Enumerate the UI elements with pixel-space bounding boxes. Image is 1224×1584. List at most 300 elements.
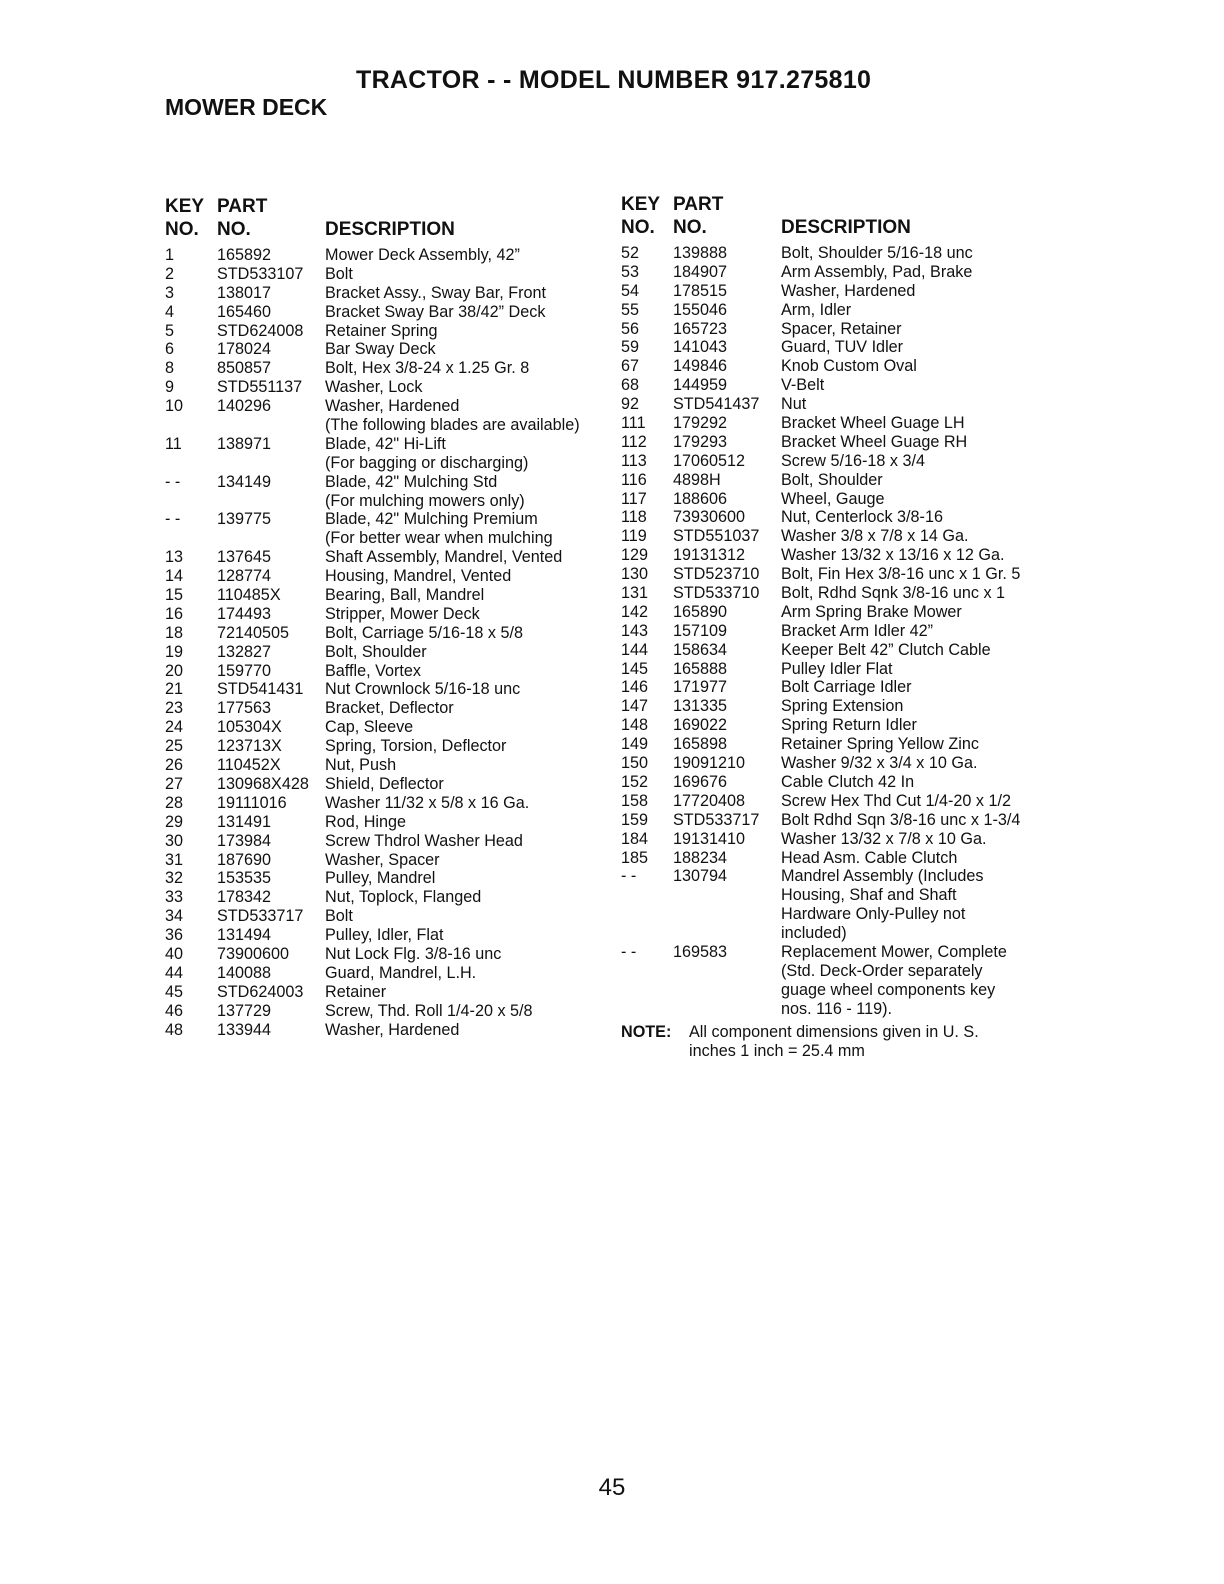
part-no-header: NO. (673, 217, 707, 238)
part-no: 165460 (217, 302, 272, 321)
description: Bracket Sway Bar 38/42” Deck (325, 302, 546, 321)
table-row (165, 322, 615, 341)
part-no: 165723 (673, 319, 728, 338)
key-no: 31 (165, 850, 184, 869)
table-row (165, 586, 615, 605)
part-no: 171977 (673, 678, 728, 697)
description: (For better wear when mulching (325, 529, 553, 548)
table-row (165, 624, 615, 643)
table-row (165, 907, 615, 926)
description: Retainer Spring (325, 321, 438, 340)
table-row (165, 284, 615, 303)
parts-table-left (165, 196, 615, 1039)
part-no: 130794 (673, 867, 728, 886)
description: (For bagging or discharging) (325, 453, 529, 472)
description: Bracket Assy., Sway Bar, Front (325, 283, 547, 302)
table-row (621, 905, 1061, 924)
description: Bar Sway Deck (325, 340, 436, 359)
part-no: 139775 (217, 510, 272, 529)
description: Washer, Hardened (781, 281, 916, 300)
description: Cap, Sleeve (325, 718, 414, 737)
key-no: - - (621, 942, 637, 961)
description: Blade, 42" Mulching Std (325, 472, 498, 491)
part-no: 130968X428 (217, 774, 309, 793)
description: Stripper, Mower Deck (325, 604, 480, 623)
description: (Std. Deck-Order separately (781, 961, 983, 980)
description-header: DESCRIPTION (325, 219, 455, 240)
description: Nut, Push (325, 756, 397, 775)
table-row (165, 492, 615, 511)
table-row (621, 924, 1061, 943)
key-no-header: NO. (621, 217, 655, 238)
parts-list-left (165, 246, 615, 1039)
table-row (165, 303, 615, 322)
key-no: 56 (621, 319, 640, 338)
description: Guard, Mandrel, L.H. (325, 963, 477, 982)
table-row (165, 869, 615, 888)
key-no: 147 (621, 697, 649, 716)
description: Bolt, Shoulder 5/16-18 unc (781, 244, 973, 262)
table-row (621, 565, 1061, 584)
description: Washer 13/32 x 13/16 x 12 Ga. (781, 546, 1005, 565)
key-no: 46 (165, 1001, 184, 1020)
description: Arm Spring Brake Mower (781, 602, 962, 621)
table-row (165, 926, 615, 945)
key-no: 159 (621, 810, 649, 829)
part-no: 72140505 (217, 623, 290, 642)
part-no: 173984 (217, 831, 272, 850)
key-no: 3 (165, 283, 175, 302)
key-no: 11 (165, 434, 182, 453)
table-row (621, 792, 1061, 811)
description: Spring Return Idler (781, 716, 917, 735)
table-row (621, 263, 1061, 282)
table-row (621, 320, 1061, 339)
part-no: 165892 (217, 246, 272, 264)
key-no: 29 (165, 812, 184, 831)
key-no: 14 (165, 567, 184, 586)
table-row (165, 435, 615, 454)
key-no: 26 (165, 756, 184, 775)
key-no: 54 (621, 281, 640, 300)
section-title: MOWER DECK (165, 94, 328, 120)
table-row (621, 962, 1061, 981)
part-no: 149846 (673, 357, 728, 376)
part-no: 165898 (673, 735, 728, 754)
key-no: 6 (165, 340, 175, 359)
description: Pulley, Mandrel (325, 869, 436, 888)
key-no: 152 (621, 772, 649, 791)
key-no: 130 (621, 565, 649, 584)
table-row (165, 737, 615, 756)
part-no: 177563 (217, 699, 272, 718)
table-row (621, 697, 1061, 716)
key-no: - - (165, 510, 181, 529)
part-no: 174493 (217, 604, 272, 623)
key-no: 67 (621, 357, 640, 376)
key-no: 129 (621, 546, 649, 565)
table-row (621, 471, 1061, 490)
part-no: STD533717 (673, 810, 760, 829)
table-row (621, 508, 1061, 527)
table-row (165, 1002, 615, 1021)
table-row (621, 357, 1061, 376)
key-no: 92 (621, 395, 640, 414)
key-no: 21 (165, 680, 184, 699)
description: Washer, Hardened (325, 1020, 460, 1039)
table-row (621, 584, 1061, 603)
key-no-header: NO. (165, 219, 199, 240)
key-no: 185 (621, 848, 649, 867)
key-no: 45 (165, 982, 184, 1001)
description: Bolt (325, 264, 353, 283)
key-no: 146 (621, 678, 649, 697)
part-no: 144959 (673, 376, 728, 395)
description: Bolt Carriage Idler (781, 678, 912, 697)
part-no: STD533717 (217, 907, 304, 926)
description: Replacement Mower, Complete (781, 942, 1007, 961)
key-no: 28 (165, 793, 184, 812)
table-row (165, 680, 615, 699)
table-row (165, 529, 615, 548)
key-header: KEY (621, 194, 661, 215)
table-row (165, 756, 615, 775)
part-no: 140296 (217, 397, 272, 416)
description: Head Asm. Cable Clutch (781, 848, 958, 867)
key-no: 40 (165, 944, 184, 963)
part-no: 179292 (673, 414, 728, 433)
description: Nut (781, 395, 807, 414)
parts-table-right (621, 194, 1061, 1063)
description: Blade, 42" Mulching Premium (325, 510, 538, 529)
key-no: 113 (621, 451, 647, 470)
description: Screw Hex Thd Cut 1/4-20 x 1/2 (781, 791, 1012, 810)
part-no: 157109 (673, 621, 728, 640)
description: (For mulching mowers only) (325, 491, 525, 510)
key-no: 24 (165, 718, 184, 737)
description: (The following blades are available) (325, 416, 580, 435)
description: Bracket Wheel Guage RH (781, 432, 968, 451)
key-no: 116 (621, 470, 647, 489)
key-no: 32 (165, 869, 184, 888)
table-row (165, 359, 615, 378)
description: guage wheel components key (781, 980, 996, 999)
part-no: 165890 (673, 602, 728, 621)
part-no: 178515 (673, 281, 728, 300)
description: Washer 3/8 x 7/8 x 14 Ga. (781, 527, 969, 546)
table-row (621, 1000, 1061, 1019)
table-row (621, 603, 1061, 622)
key-no: 13 (165, 548, 184, 567)
description: Retainer Spring Yellow Zinc (781, 735, 979, 754)
part-no: 128774 (217, 567, 272, 586)
table-row (165, 1021, 615, 1040)
part-no: 178024 (217, 340, 272, 359)
key-no: 20 (165, 661, 184, 680)
table-row (621, 282, 1061, 301)
description: Wheel, Gauge (781, 489, 885, 508)
key-no: 36 (165, 926, 184, 945)
description: Blade, 42" Hi-Lift (325, 434, 446, 453)
part-no: 169583 (673, 942, 728, 961)
key-no: 1 (165, 246, 175, 264)
description: Knob Custom Oval (781, 357, 917, 376)
table-row (621, 414, 1061, 433)
description: Screw 5/16-18 x 3/4 (781, 451, 925, 470)
table-row (165, 454, 615, 473)
description: Washer, Lock (325, 378, 423, 397)
key-no: 158 (621, 791, 649, 810)
part-no: 73930600 (673, 508, 746, 527)
description: Screw, Thd. Roll 1/4-20 x 5/8 (325, 1001, 533, 1020)
part-no: 141043 (673, 338, 728, 357)
table-row (165, 851, 615, 870)
part-no: 138017 (217, 283, 272, 302)
table-row (165, 265, 615, 284)
key-no: 68 (621, 376, 640, 395)
part-header: PART (217, 196, 268, 217)
description: Spring, Torsion, Deflector (325, 737, 507, 756)
description: Washer, Hardened (325, 397, 460, 416)
table-header (165, 196, 615, 246)
table-row (165, 378, 615, 397)
table-row (621, 981, 1061, 1000)
description: Washer 13/32 x 7/8 x 10 Ga. (781, 829, 987, 848)
part-header: PART (673, 194, 724, 215)
description: Washer, Spacer (325, 850, 440, 869)
description: Nut Lock Flg. 3/8-16 unc (325, 944, 502, 963)
part-no: 165888 (673, 659, 728, 678)
part-no: 19091210 (673, 754, 746, 773)
description: Cable Clutch 42 In (781, 772, 915, 791)
key-header: KEY (165, 196, 205, 217)
description: Mandrel Assembly (Includes (781, 867, 984, 886)
part-no-header: NO. (217, 219, 251, 240)
table-row (621, 754, 1061, 773)
key-no: 48 (165, 1020, 184, 1039)
table-row (621, 376, 1061, 395)
table-row (621, 849, 1061, 868)
part-no: 110452X (217, 756, 281, 775)
part-no: STD551037 (673, 527, 760, 546)
part-no: STD533107 (217, 264, 304, 283)
part-no: 137729 (217, 1001, 272, 1020)
description: Pulley, Idler, Flat (325, 926, 444, 945)
table-row (621, 433, 1061, 452)
key-no: 44 (165, 963, 184, 982)
table-row (165, 888, 615, 907)
part-no: 138971 (217, 434, 272, 453)
table-row (165, 699, 615, 718)
table-row (621, 527, 1061, 546)
table-row (165, 340, 615, 359)
key-no: - - (621, 867, 637, 886)
key-no: 118 (621, 508, 647, 527)
part-no: 850857 (217, 359, 272, 378)
description: included) (781, 924, 847, 943)
part-no: STD551137 (217, 378, 303, 397)
description: Keeper Belt 42” Clutch Cable (781, 640, 991, 659)
description: Bolt (325, 907, 353, 926)
key-no: 30 (165, 831, 184, 850)
part-no: 140088 (217, 963, 272, 982)
part-no: 169676 (673, 772, 728, 791)
key-no: 144 (621, 640, 649, 659)
description: Shaft Assembly, Mandrel, Vented (325, 548, 563, 567)
key-no: 119 (621, 527, 647, 546)
part-no: 131335 (673, 697, 728, 716)
description: Bolt, Fin Hex 3/8-16 unc x 1 Gr. 5 (781, 565, 1021, 584)
table-row (621, 678, 1061, 697)
part-no: STD624003 (217, 982, 304, 1001)
table-row (621, 395, 1061, 414)
key-no: 19 (165, 642, 184, 661)
table-row (165, 473, 615, 492)
table-row (165, 567, 615, 586)
table-row (621, 811, 1061, 830)
description: Nut, Centerlock 3/8-16 (781, 508, 943, 527)
table-row (621, 338, 1061, 357)
table-row (621, 867, 1061, 886)
key-no: 145 (621, 659, 649, 678)
table-row (165, 794, 615, 813)
part-no: STD541431 (217, 680, 304, 699)
description: Bolt, Hex 3/8-24 x 1.25 Gr. 8 (325, 359, 530, 378)
table-row (621, 641, 1061, 660)
description: Hardware Only-Pulley not (781, 905, 966, 924)
table-row (165, 510, 615, 529)
table-row (165, 548, 615, 567)
part-no: 137645 (217, 548, 272, 567)
key-no: - - (165, 472, 181, 491)
description: Arm, Idler (781, 300, 852, 319)
description: Spring Extension (781, 697, 904, 716)
description: Nut Crownlock 5/16-18 unc (325, 680, 521, 699)
part-no: 131491 (217, 812, 272, 831)
table-header (621, 194, 1061, 244)
part-no: 139888 (673, 244, 728, 262)
description: Baffle, Vortex (325, 661, 421, 680)
part-no: 187690 (217, 850, 272, 869)
key-no: 10 (165, 397, 184, 416)
key-no: 16 (165, 604, 184, 623)
description: Bolt, Carriage 5/16-18 x 5/8 (325, 623, 523, 642)
table-row (165, 775, 615, 794)
part-no: 19131410 (673, 829, 746, 848)
description: Nut, Toplock, Flanged (325, 888, 482, 907)
part-no: 158634 (673, 640, 728, 659)
part-no: 105304X (217, 718, 282, 737)
description-header: DESCRIPTION (781, 217, 911, 238)
description: Bracket Wheel Guage LH (781, 414, 965, 433)
part-no: 4898H (673, 470, 721, 489)
part-no: STD523710 (673, 565, 760, 584)
description: Screw Thdrol Washer Head (325, 831, 523, 850)
table-row (165, 662, 615, 681)
description: nos. 116 - 119). (781, 999, 892, 1018)
table-row (165, 643, 615, 662)
page-title: TRACTOR - - MODEL NUMBER 917.275810 (356, 66, 872, 94)
key-no: 5 (165, 321, 175, 340)
key-no: 27 (165, 774, 184, 793)
description: Bearing, Ball, Mandrel (325, 586, 485, 605)
table-row (621, 546, 1061, 565)
key-no: 117 (621, 489, 647, 508)
table-row (621, 301, 1061, 320)
key-no: 143 (621, 621, 649, 640)
description: Housing, Shaf and Shaft (781, 886, 957, 905)
description: V-Belt (781, 376, 825, 395)
table-row (621, 943, 1061, 962)
key-no: 112 (621, 432, 647, 451)
description: Bolt, Rdhd Sqnk 3/8-16 unc x 1 (781, 584, 1006, 603)
table-row (621, 716, 1061, 735)
note-label: NOTE: (621, 1022, 672, 1041)
key-no: 23 (165, 699, 184, 718)
key-no: 33 (165, 888, 184, 907)
key-no: 111 (621, 414, 646, 433)
table-row (165, 416, 615, 435)
table-row (165, 832, 615, 851)
part-no: 188606 (673, 489, 728, 508)
table-row (621, 452, 1061, 471)
description: Washer 9/32 x 3/4 x 10 Ga. (781, 754, 978, 773)
description: Pulley Idler Flat (781, 659, 893, 678)
key-no: 8 (165, 359, 175, 378)
description: Guard, TUV Idler (781, 338, 904, 357)
table-row (165, 983, 615, 1002)
part-no: 110485X (217, 586, 281, 605)
part-no: STD624008 (217, 321, 304, 340)
description: Mower Deck Assembly, 42” (325, 246, 520, 264)
description: Bolt, Shoulder (781, 470, 883, 489)
key-no: 184 (621, 829, 649, 848)
key-no: 34 (165, 907, 184, 926)
key-no: 59 (621, 338, 640, 357)
key-no: 52 (621, 244, 640, 262)
description: Washer 11/32 x 5/8 x 16 Ga. (325, 793, 530, 812)
table-row (165, 945, 615, 964)
table-row (165, 605, 615, 624)
table-row (621, 622, 1061, 641)
part-no: 19111016 (217, 793, 287, 812)
part-no: 155046 (673, 300, 728, 319)
table-row (165, 397, 615, 416)
key-no: 9 (165, 378, 175, 397)
part-no: 153535 (217, 869, 272, 888)
part-no: STD533710 (673, 584, 760, 603)
table-row (165, 964, 615, 983)
table-row (621, 886, 1061, 905)
part-no: 169022 (673, 716, 728, 735)
table-row (621, 830, 1061, 849)
key-no: 18 (165, 623, 184, 642)
table-row (621, 244, 1061, 263)
part-no: 132827 (217, 642, 272, 661)
key-no: 2 (165, 264, 175, 283)
table-row (165, 813, 615, 832)
part-no: 184907 (673, 262, 728, 281)
table-row (165, 718, 615, 737)
part-no: 17060512 (673, 451, 746, 470)
description: Bracket Arm Idler 42” (781, 621, 934, 640)
description: Rod, Hinge (325, 812, 406, 831)
part-no: 19131312 (673, 546, 746, 565)
key-no: 149 (621, 735, 649, 754)
table-row (621, 660, 1061, 679)
part-no: 159770 (217, 661, 272, 680)
part-no: STD541437 (673, 395, 760, 414)
